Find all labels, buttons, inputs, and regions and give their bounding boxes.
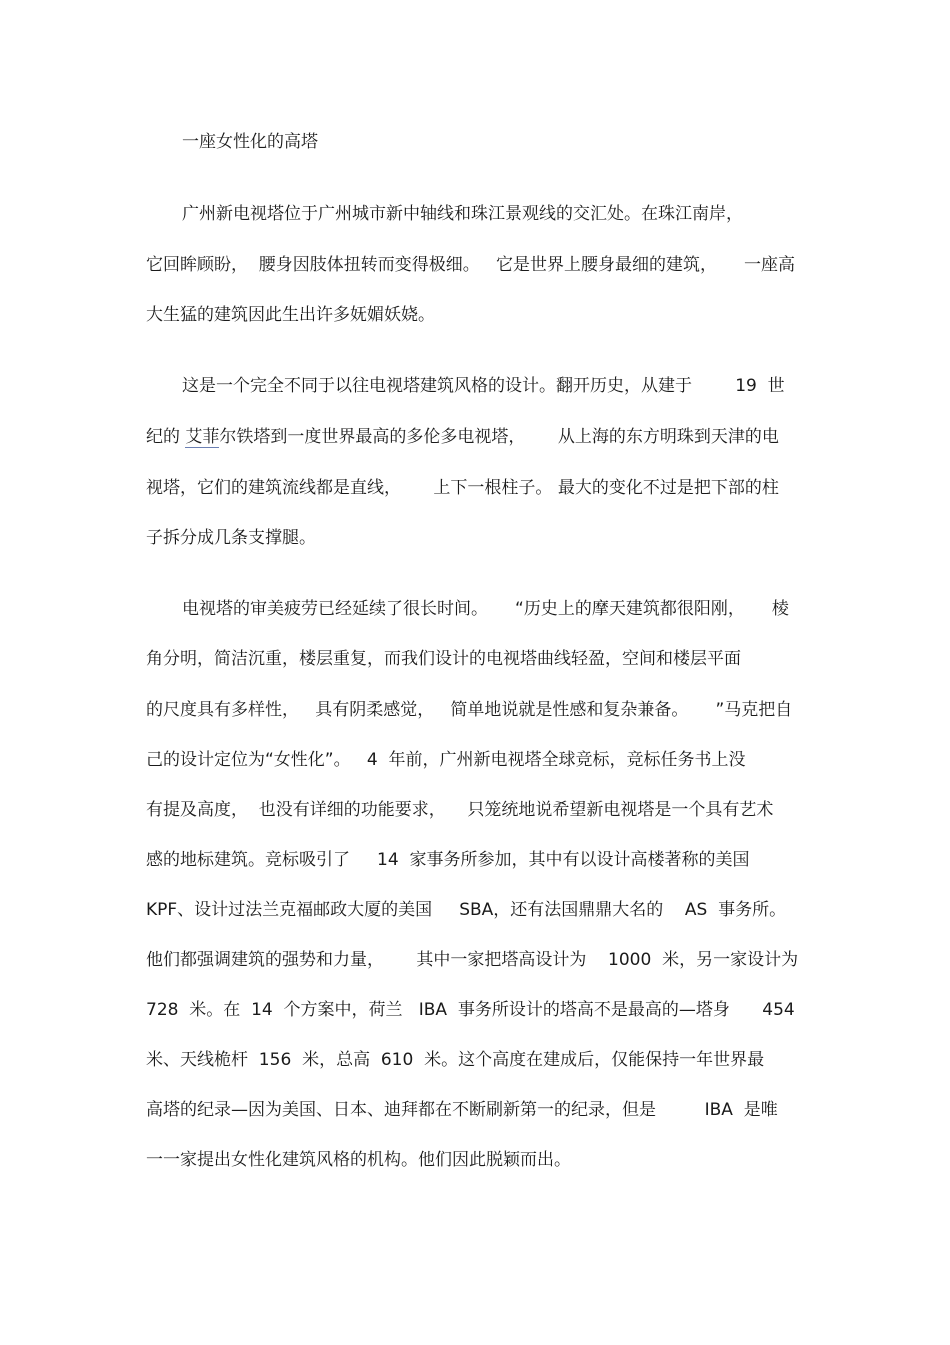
paragraph-1-line-3: 大生猛的建筑因此生出许多妩媚妖娆。: [146, 305, 435, 325]
paragraph-3-line-12: 一一家提出女性化建筑风格的机构。他们因此脱颖而出。: [146, 1150, 571, 1170]
paragraph-2-line-1: 这是一个完全不同于以往电视塔建筑风格的设计。翻开历史，从建于 19 世: [182, 376, 785, 396]
paragraph-2-line-2-start: 纪的: [146, 427, 186, 447]
paragraph-3-line-5: 有提及高度， 也没有详细的功能要求， 只笼统地说希望新电视塔是一个具有艺术: [146, 800, 774, 820]
paragraph-3-line-10: 米、天线桅杆 156 米，总高 610 米。这个高度在建成后，仅能保持一年世界最: [146, 1050, 765, 1070]
paragraph-3-line-6: 感的地标建筑。竞标吸引了 14 家事务所参加，其中有以设计高楼著称的美国: [146, 850, 750, 870]
paragraph-2-line-2-end: 尔铁塔到一度世界最高的多伦多电视塔， 从上海的东方明珠到天津的电: [219, 427, 779, 447]
paragraph-1-line-1: 广州新电视塔位于广州城市新中轴线和珠江景观线的交汇处。在珠江南岸，: [182, 204, 743, 224]
paragraph-2-line-4: 子拆分成几条支撑腿。: [146, 528, 316, 548]
paragraph-2-line-3: 视塔，它们的建筑流线都是直线， 上下一根柱子。 最大的变化不过是把下部的柱: [146, 478, 779, 498]
paragraph-3-line-1: 电视塔的审美疲劳已经延续了很长时间。 “历史上的摩天建筑都很阳刚， 棱: [182, 599, 789, 619]
paragraph-1-line-2: 它回眸顾盼， 腰身因肢体扭转而变得极细。 它是世界上腰身最细的建筑， 一座高: [146, 255, 796, 275]
paragraph-3-line-11: 高塔的纪录—因为美国、日本、迪拜都在不断刷新第一的纪录，但是 IBA 是唯: [146, 1100, 778, 1120]
paragraph-3-line-7: KPF、设计过法兰克福邮政大厦的美国 SBA，还有法国鼎鼎大名的 AS 事务所。: [146, 900, 787, 920]
paragraph-3-line-2: 角分明，简洁沉重，楼层重复，而我们设计的电视塔曲线轻盈，空间和楼层平面: [146, 649, 741, 669]
paragraph-3-line-3: 的尺度具有多样性， 具有阴柔感觉， 简单地说就是性感和复杂兼备。 ”马克把自: [146, 700, 793, 720]
eiffel-link[interactable]: 艾菲: [185, 427, 220, 447]
document-title: 一座女性化的高塔: [182, 132, 318, 152]
paragraph-3-line-8: 他们都强调建筑的强势和力量， 其中一家把塔高设计为 1000 米，另一家设计为: [146, 950, 799, 970]
paragraph-3-line-9: 728 米。在 14 个方案中，荷兰 IBA 事务所设计的塔高不是最高的—塔身 454: [146, 1000, 795, 1020]
paragraph-2-line-2: [146, 425, 779, 449]
paragraph-3-line-4: 己的设计定位为“女性化”。 4 年前，广州新电视塔全球竞标，竞标任务书上没: [146, 750, 746, 770]
